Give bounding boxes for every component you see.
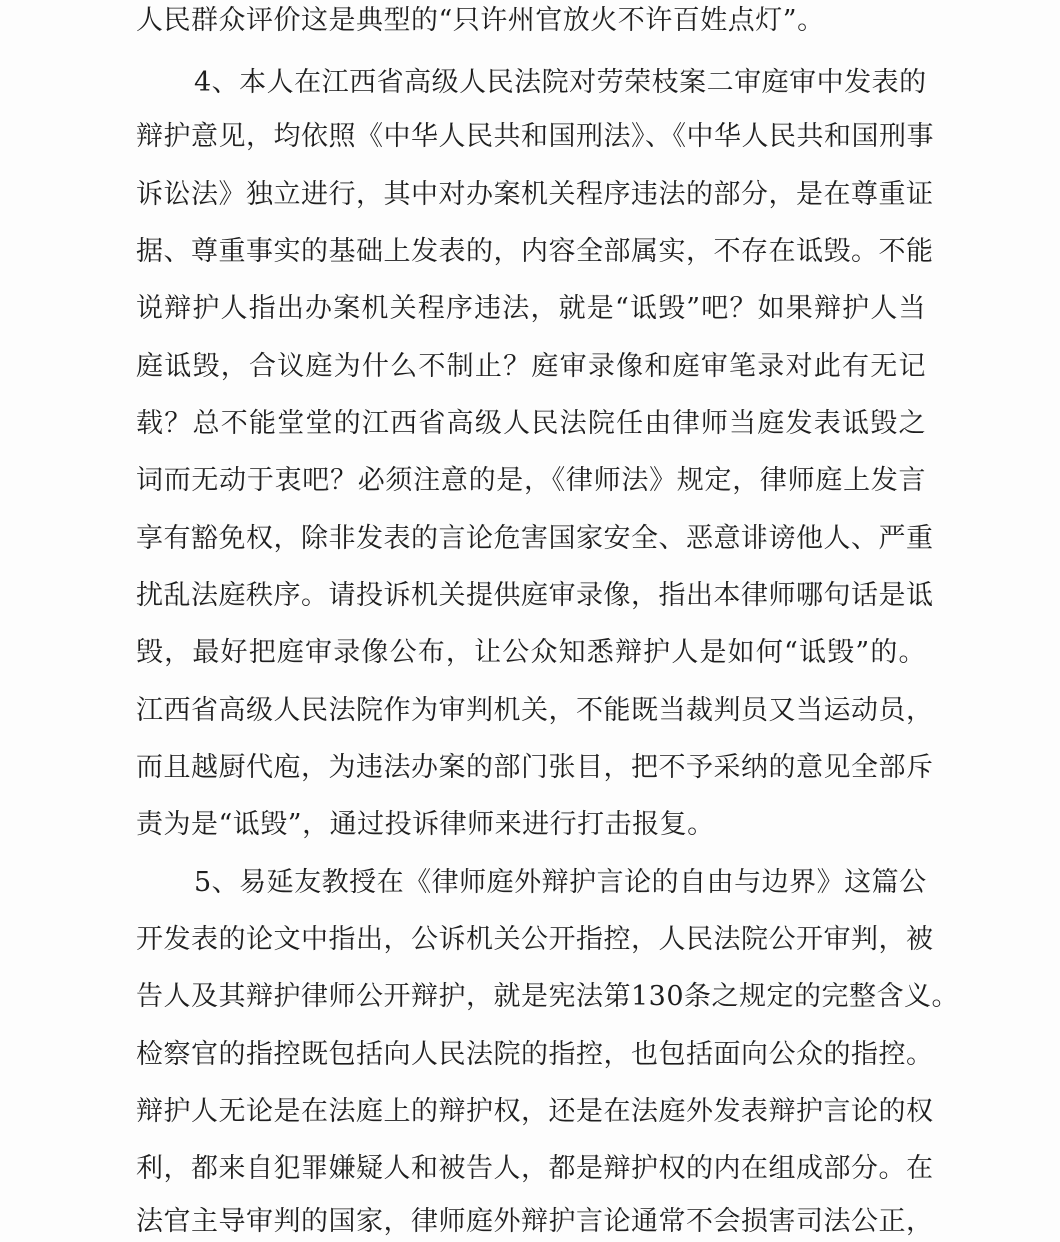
text-line: 而且越厨代庖，为违法办案的部门张目，把不予采纳的意见全部斥 (136, 752, 934, 783)
text-line: 据、尊重事实的基础上发表的，内容全部属实，不存在诋毁。不能 (136, 236, 934, 267)
paragraph-5-first-line: 5、易延友教授在《律师庭外辩护言论的自由与边界》这篇公 (194, 867, 927, 898)
text-line: 辩护意见，均依照《中华人民共和国刑法》、《中华人民共和国刑事 (136, 121, 934, 152)
text-line: 江西省高级人民法院作为审判机关，不能既当裁判员又当运动员， (136, 695, 934, 726)
text-line: 享有豁免权，除非发表的言论危害国家安全、恶意诽谤他人、严重 (136, 523, 934, 554)
text-line: 检察官的指控既包括向人民法院的指控，也包括面向公众的指控。 (136, 1039, 934, 1070)
text-line: 辩护人无论是在法庭上的辩护权，还是在法庭外发表辩护言论的权 (136, 1096, 934, 1127)
text-line: 说辩护人指出办案机关程序违法，就是“诋毁”吧？如果辩护人当 (136, 293, 926, 324)
text-line: 载？总不能堂堂的江西省高级人民法院任由律师当庭发表诋毁之 (136, 408, 926, 439)
paragraph-4-last-line: 责为是“诋毁”，通过投诉律师来进行打击报复。 (136, 809, 715, 840)
text-line: 开发表的论文中指出，公诉机关公开指控，人民法院公开审判，被 (136, 924, 934, 955)
text-line: 法官主导审判的国家，律师庭外辩护言论通常不会损害司法公正， (136, 1206, 934, 1237)
paragraph-4-first-line: 4、本人在江西省高级人民法院对劳荣枝案二审庭审中发表的 (194, 67, 927, 98)
text-line: 诉讼法》独立进行，其中对办案机关程序违法的部分，是在尊重证 (136, 179, 934, 210)
text-line: 扰乱法庭秩序。请投诉机关提供庭审录像，指出本律师哪句话是诋 (136, 580, 934, 611)
text-line: 毁，最好把庭审录像公布，让公众知悉辩护人是如何“诋毁”的。 (136, 637, 926, 668)
text-line: 利，都来自犯罪嫌疑人和被告人，都是辩护权的内在组成部分。在 (136, 1153, 934, 1184)
text-line: 人民群众评价这是典型的“只许州官放火不许百姓点灯”。 (136, 5, 825, 36)
text-line: 告人及其辩护律师公开辩护，就是宪法第130条之规定的完整含义。 (136, 981, 960, 1012)
text-line: 庭诋毁，合议庭为什么不制止？庭审录像和庭审笔录对此有无记 (136, 351, 926, 382)
text-line: 词而无动于衷吧？必须注意的是，《律师法》规定，律师庭上发言 (136, 465, 926, 496)
